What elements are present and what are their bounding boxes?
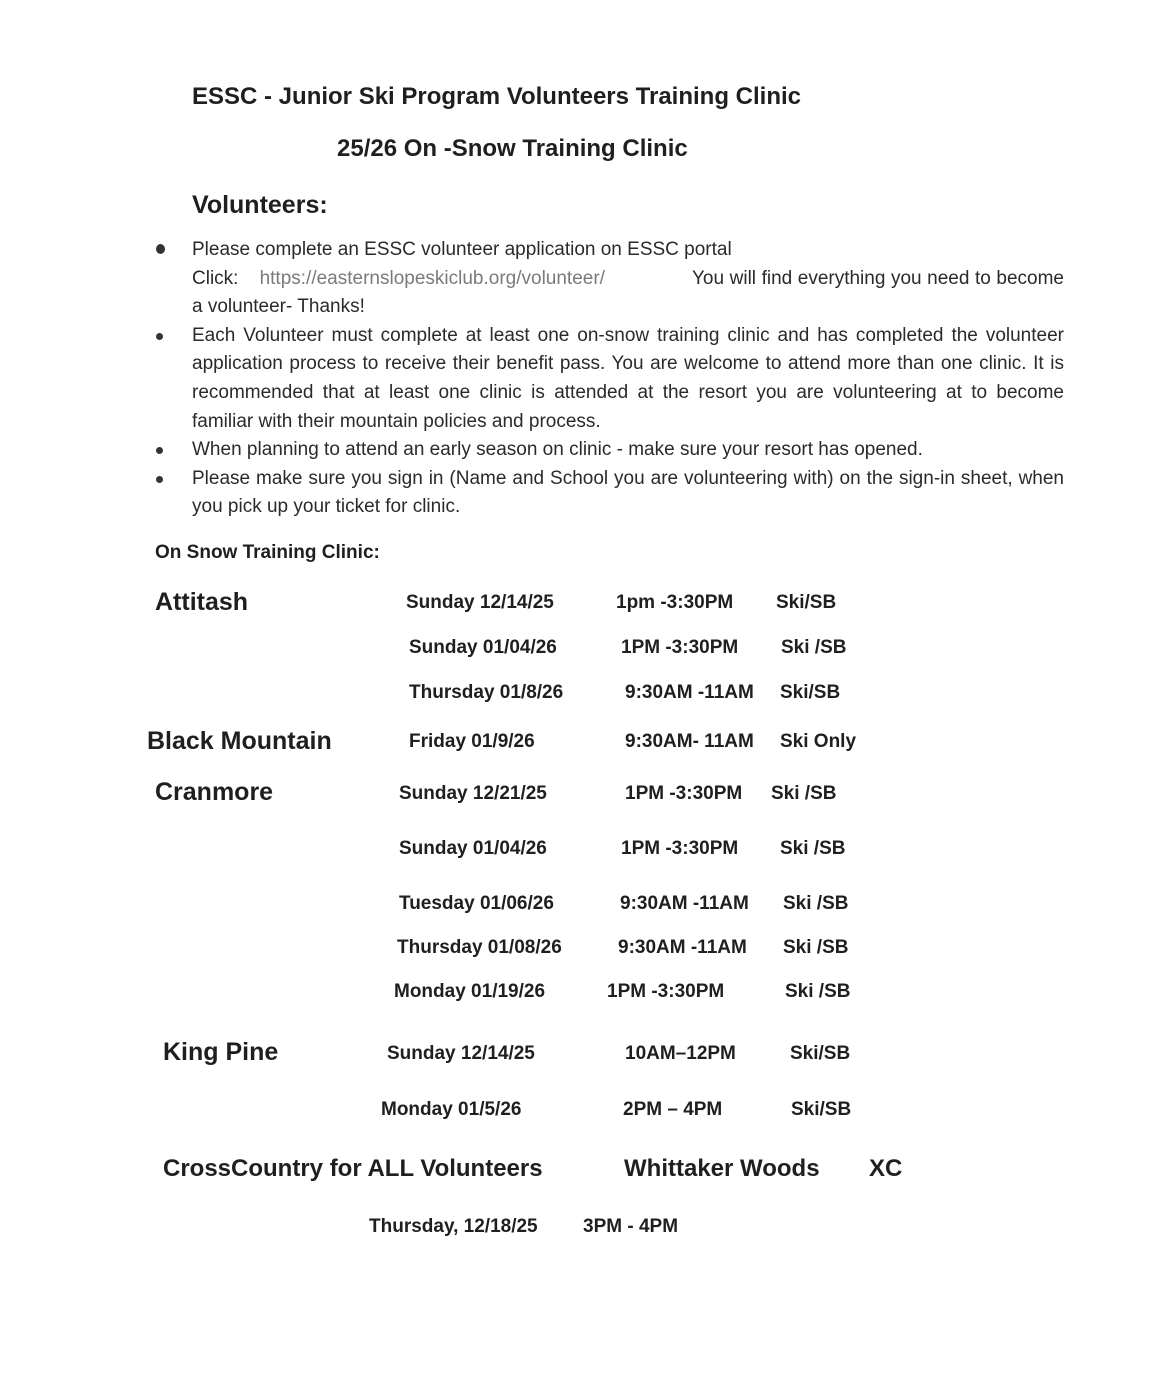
session-type: Ski /SB <box>783 893 849 914</box>
session-type: Ski/SB <box>790 1043 851 1064</box>
session-time: 1PM -3:30PM <box>621 838 739 859</box>
session-date: Thursday 01/08/26 <box>397 937 562 958</box>
session-date: Monday 01/5/26 <box>381 1099 522 1120</box>
session-date: Monday 01/19/26 <box>394 981 546 1002</box>
training-requirement-text: Each Volunteer must complete at least one on-snow training clinic and has completed the volunteer application process to receive their benefit pass. You are welcome to attend more than one clinic. It is recommended that at least one clinic is attended at the resort you are volunteering at to become familiar with their mountain policies and process. <box>192 324 1064 432</box>
resort-cranmore: Cranmore <box>155 778 274 806</box>
volunteer-portal-link[interactable]: https://easternslopeskiclub.org/volunteer/ <box>259 267 605 289</box>
session-date: Sunday 12/14/25 <box>406 592 554 613</box>
crosscountry-location: Whittaker Woods <box>624 1155 820 1182</box>
session-type: Ski/SB <box>791 1099 852 1120</box>
resort-black-mountain: Black Mountain <box>147 727 332 755</box>
list-item <box>154 322 1064 436</box>
session-time: 9:30AM -11AM <box>618 937 747 958</box>
session-date: Sunday 01/04/26 <box>409 637 557 658</box>
document-subtitle: 25/26 On -Snow Training Clinic <box>337 135 688 162</box>
early-season-text: When planning to attend an early season on clinic - make sure your resort has opened. <box>192 439 923 461</box>
list-item <box>154 236 1064 322</box>
bullet-icon <box>156 476 163 483</box>
session-time: 1PM -3:30PM <box>621 637 739 658</box>
session-time: 9:30AM- 11AM <box>625 731 754 752</box>
session-type: Ski/SB <box>780 682 841 703</box>
bullet-icon <box>156 333 163 340</box>
crosscountry-time: 3PM - 4PM <box>583 1216 679 1237</box>
sign-in-text: Please make sure you sign in (Name and School you are volunteering with) on the sign-in sheet, when you pick up your ticket for clinic. <box>192 467 1064 518</box>
session-time: 1PM -3:30PM <box>625 783 743 804</box>
session-date: Sunday 12/14/25 <box>387 1043 535 1064</box>
click-label: Click: https://easternslopeskiclub.org/volunteer/ <box>192 267 605 289</box>
session-type: Ski /SB <box>783 937 849 958</box>
session-type: Ski /SB <box>780 838 846 859</box>
session-date: Thursday 01/8/26 <box>409 682 564 703</box>
schedule-heading: On Snow Training Clinic: <box>155 542 380 563</box>
session-time: 1PM -3:30PM <box>607 981 725 1002</box>
session-time: 10AM–12PM <box>625 1043 736 1064</box>
session-type: Ski /SB <box>785 981 851 1002</box>
session-date: Sunday 01/04/26 <box>399 838 547 859</box>
session-type: Ski Only <box>780 731 857 752</box>
crosscountry-date: Thursday, 12/18/25 <box>369 1216 538 1237</box>
session-type: Ski /SB <box>781 637 847 658</box>
session-time: 1pm -3:30PM <box>616 592 734 613</box>
session-type: Ski/SB <box>776 592 837 613</box>
document-title: ESSC - Junior Ski Program Volunteers Training Clinic <box>192 83 802 110</box>
crosscountry-label: CrossCountry for ALL Volunteers <box>163 1155 543 1182</box>
crosscountry-code: XC <box>869 1155 903 1182</box>
resort-attitash: Attitash <box>155 588 249 616</box>
list-item <box>154 465 1064 522</box>
bullet-icon <box>156 244 165 254</box>
volunteer-instructions-list <box>154 236 1064 522</box>
session-type: Ski /SB <box>771 783 837 804</box>
application-instruction: Please complete an ESSC volunteer application on ESSC portal <box>192 239 732 260</box>
session-time: 2PM – 4PM <box>623 1099 723 1120</box>
session-date: Friday 01/9/26 <box>409 731 535 752</box>
volunteers-heading: Volunteers: <box>192 191 328 219</box>
resort-king-pine: King Pine <box>163 1038 279 1066</box>
list-item <box>154 436 1064 465</box>
session-time: 9:30AM -11AM <box>620 893 749 914</box>
find-everything-text: You will find everything you need to become a volunteer- Thanks! <box>192 267 1064 318</box>
bullet-icon <box>156 447 163 454</box>
session-date: Sunday 12/21/25 <box>399 783 547 804</box>
session-date: Tuesday 01/06/26 <box>399 893 554 914</box>
session-time: 9:30AM -11AM <box>625 682 754 703</box>
